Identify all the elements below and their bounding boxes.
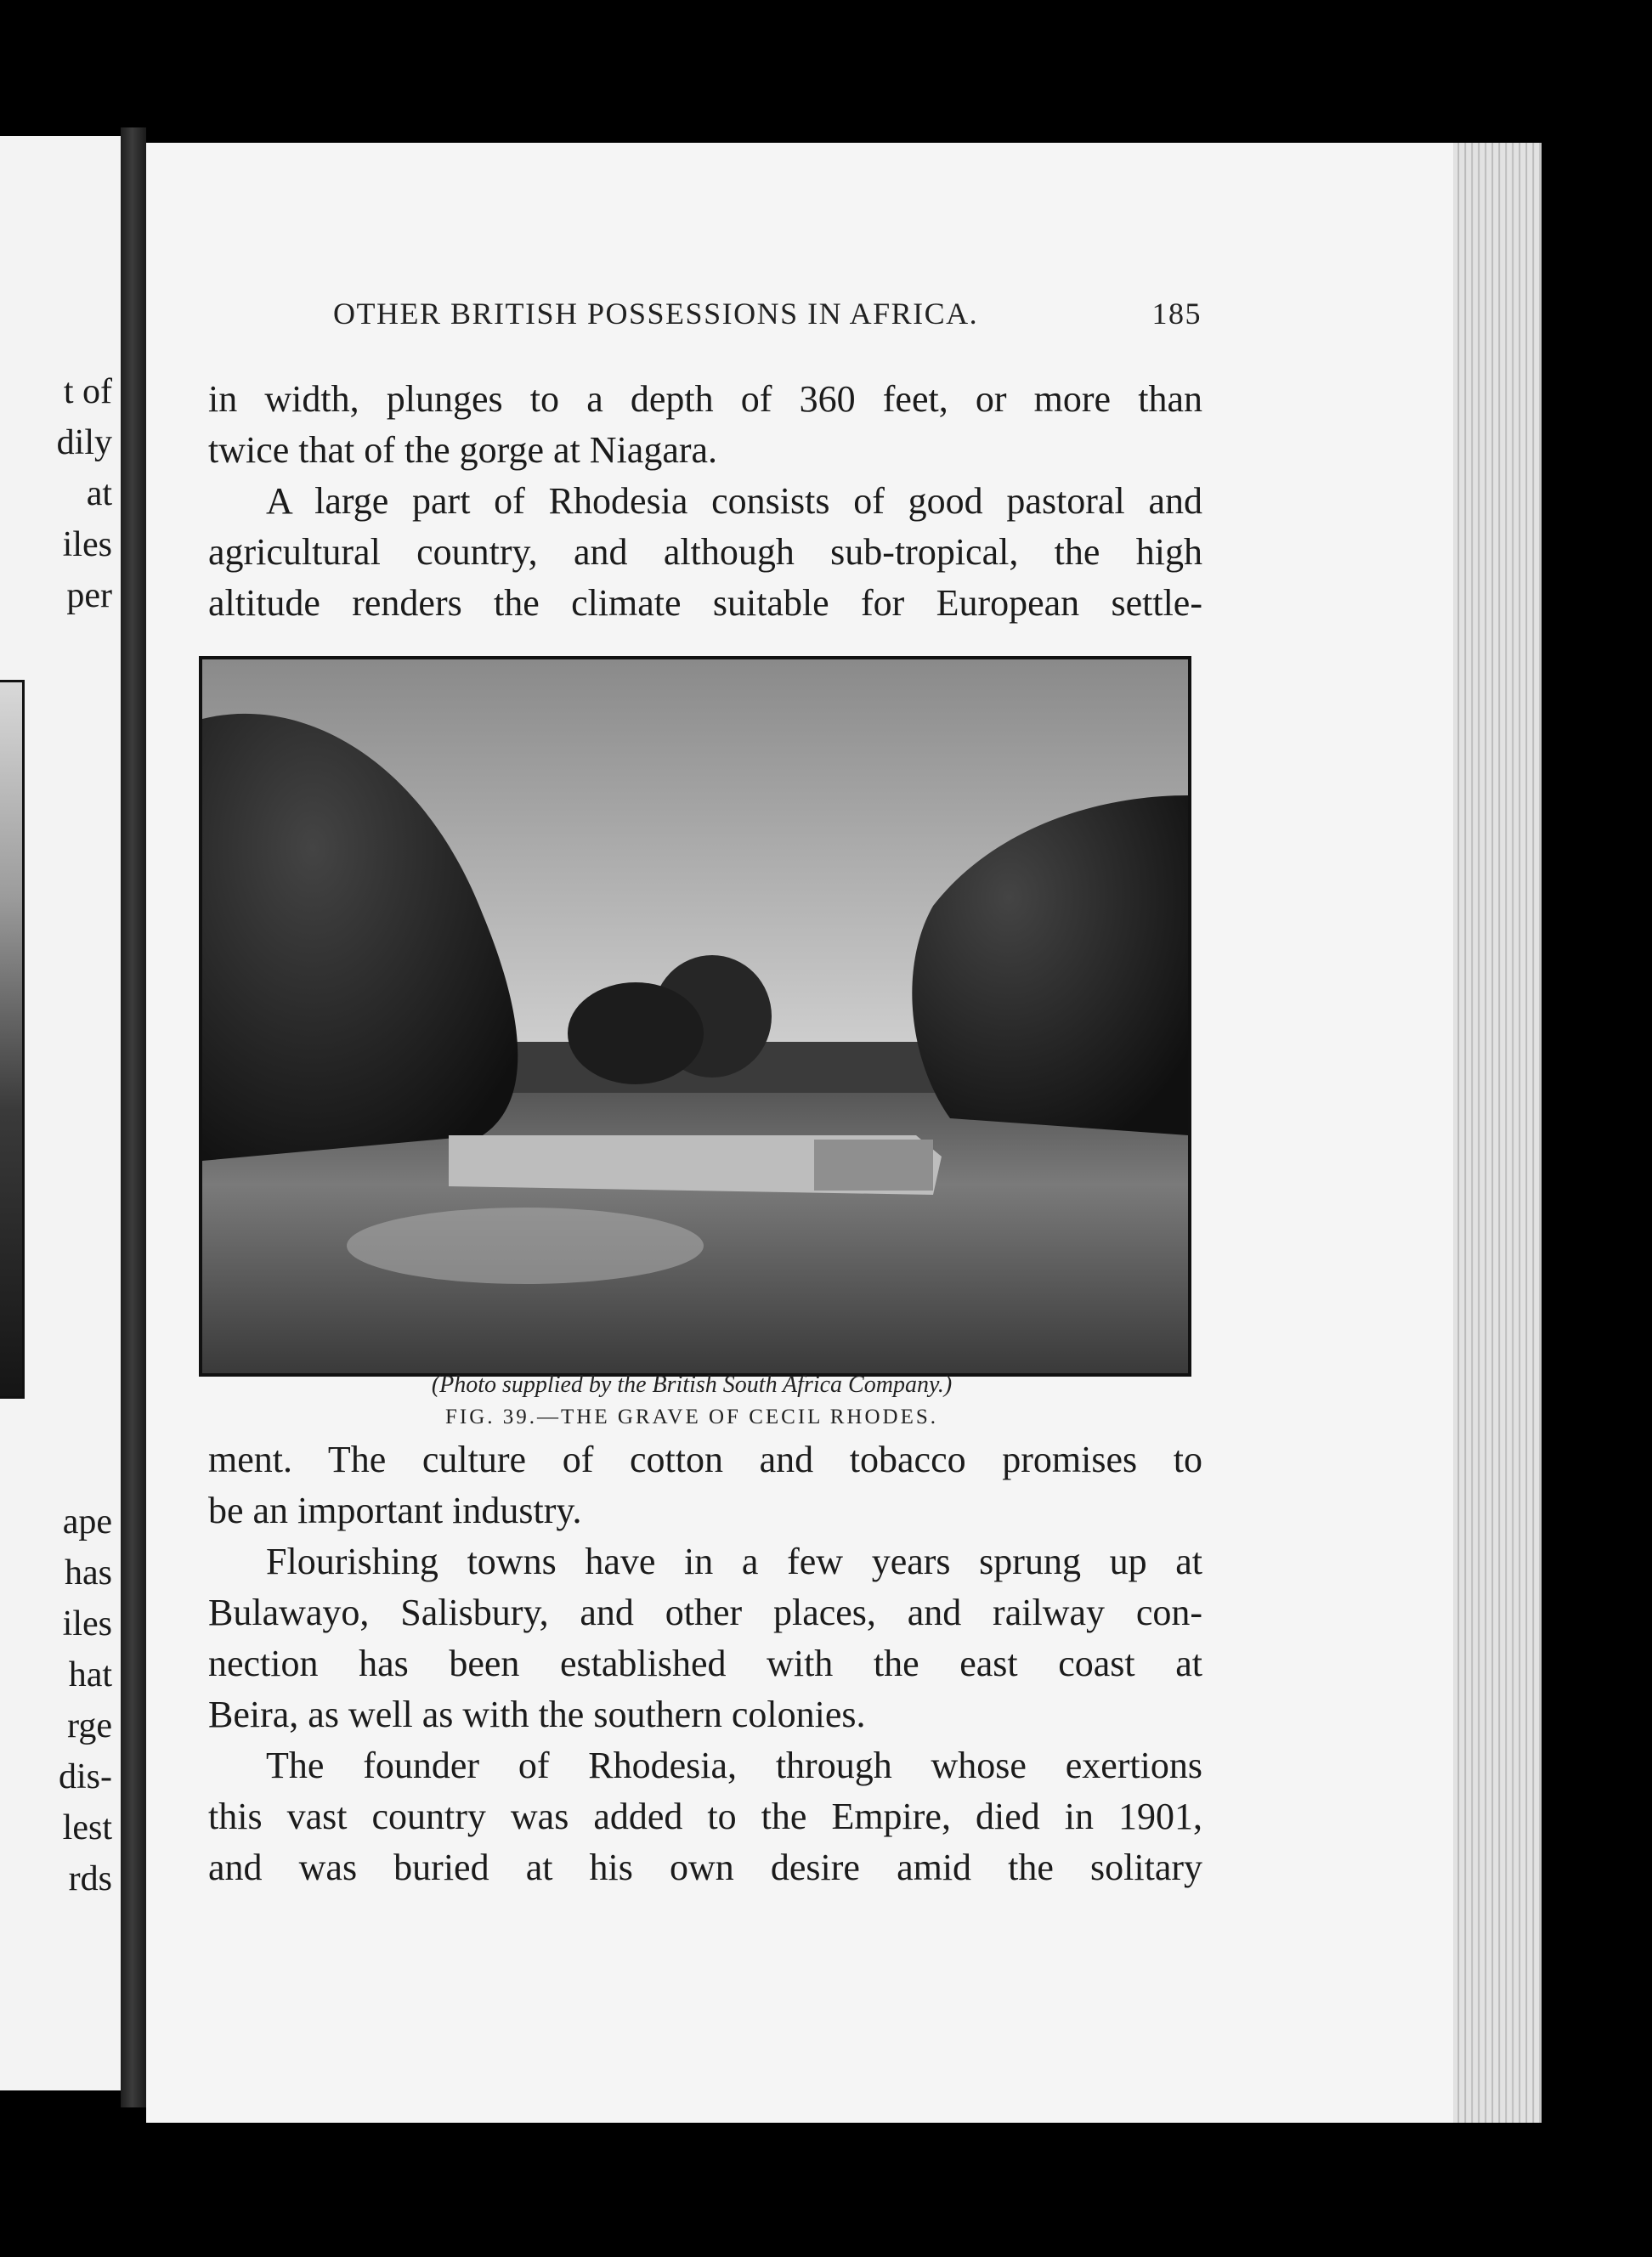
text-line: The founder of Rhodesia, through whose exertions (266, 1745, 1202, 1786)
previous-page-line: dis- (59, 1757, 112, 1796)
running-title: OTHER BRITISH POSSESSIONS IN AFRICA. (333, 297, 979, 331)
text-line: agricultural country, and although sub-tropical, the high (208, 531, 1202, 573)
text-line: this vast country was added to the Empire, died in 1901, (208, 1796, 1202, 1837)
text-line: Flourishing towns have in a few years sprung up at (266, 1541, 1202, 1582)
book-gutter (121, 127, 146, 2107)
text-block-top (208, 374, 1202, 629)
page-number: 185 (1151, 297, 1202, 331)
text-line: A large part of Rhodesia consists of good pastoral and (266, 480, 1202, 522)
figure-credit: (Photo supplied by the British South Africa Company.) (431, 1372, 953, 1398)
text-line: be an important industry. (208, 1490, 582, 1531)
figure-photo-grave-of-cecil-rhodes (199, 656, 1191, 1377)
previous-page-line: iles (62, 525, 112, 564)
text-line: nection has been established with the east coast at (208, 1643, 1202, 1684)
text-line: Beira, as well as with the southern colonies. (208, 1694, 866, 1735)
figure-caption: FIG. 39.—THE GRAVE OF CECIL RHODES. (444, 1406, 939, 1428)
previous-page-line: lest (62, 1808, 112, 1847)
previous-page-line: hat (68, 1655, 112, 1694)
previous-page-line: at (86, 474, 112, 513)
previous-page-line: rge (67, 1706, 112, 1745)
previous-page-line: rds (68, 1859, 112, 1898)
previous-page-line: iles (62, 1604, 112, 1643)
text-line: in width, plunges to a depth of 360 feet, or more than (208, 378, 1202, 420)
previous-page-line: ape (62, 1502, 112, 1541)
text-line: and was buried at his own desire amid the solitary (208, 1847, 1202, 1888)
text-line: Bulawayo, Salisbury, and other places, and railway con- (208, 1592, 1202, 1633)
previous-page-photo-edge (0, 680, 25, 1399)
previous-page-line: dily (56, 423, 112, 462)
previous-page-line: has (65, 1553, 112, 1592)
text-line: altitude renders the climate suitable for European settle- (208, 582, 1202, 624)
previous-page-line: t of (63, 372, 112, 411)
previous-page-line: per (66, 576, 112, 615)
text-line: ment. The culture of cotton and tobacco promises to (208, 1439, 1202, 1480)
page-edges (1453, 143, 1542, 2123)
text-line: twice that of the gorge at Niagara. (208, 429, 718, 471)
previous-page-fragment (0, 136, 121, 2090)
text-block-bottom (208, 1434, 1202, 1893)
photo-illustration (202, 659, 1188, 1373)
